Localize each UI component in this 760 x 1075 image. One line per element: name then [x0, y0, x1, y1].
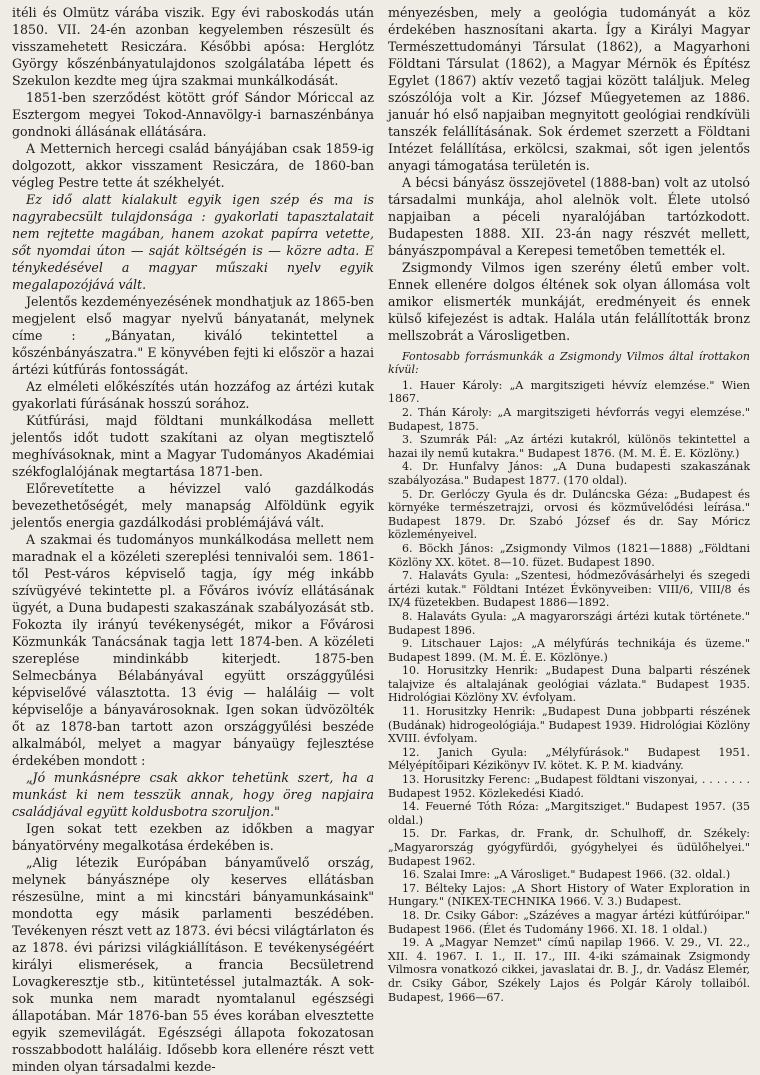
reference-item: 10. Horusitzky Henrik: „Budapest Duna balparti részének talajvize és altalajának geológiai vázlata." Budapest 1935. Hidrológiai Közlöny XV. évfolyam. [388, 664, 750, 705]
paragraph: A Metternich hercegi család bányájában csak 1859-ig dolgozott, akkor visszament Resiczára, de 1860-ban végleg Pestre tette át székhelyét. [12, 141, 374, 190]
paragraph: Jelentős kezdeményezésének mondhatjuk az 1865-ben megjelent első magyar nyelvű bányatanát, melynek címe : „Bányatan, kiváló tekintettel a kőszénbányászatra." E könyvében fejti ki először a hazai ártézi kútfúrás fontosságát. [12, 294, 374, 377]
reference-item: 11. Horusitzky Henrik: „Budapest Duna jobbparti részének (Budának) hidrogeológiája." Budapest 1939. Hidrológiai Közlöny XVIII. évfolyam. [388, 705, 750, 746]
references-list [388, 379, 750, 1004]
paragraph: Az elméleti előkészítés után hozzáfog az ártézi kutak gyakorlati fúrásának hosszú sorához. [12, 379, 374, 411]
references-title: Fontosabb forrásmunkák a Zsigmondy Vilmos által írottakon kívül: [388, 350, 750, 377]
left-column [12, 4, 374, 1074]
paragraph: A bécsi bányász összejövetel (1888-ban) volt az utolsó társadalmi munkája, ahol alelnök volt. Élete utolsó napjaiban a péceli nyaralójában tartózkodott. Budapesten 1888. XII. 23-án nagy részvét mellett, bányászpompával a Kerepesi temetőben temették el. [388, 175, 750, 258]
reference-item: 12. Janich Gyula: „Mélyfúrások." Budapest 1951. Mélyépítőipari Kézikönyv IV. kötet. K. P. M. kiadvány. [388, 745, 750, 773]
right-column [388, 4, 750, 1045]
reference-item: 19. A „Magyar Nemzet" című napilap 1966. V. 29., VI. 22., XII. 4. 1967. I. 1., II. 17., III. 4-iki számainak Zsigmondy Vilmosra vonatkozó cikkei, javaslatai dr. B. J., dr. Vadász Elemér, dr. Csiky Gábor, Székely Lajos és Polgár Károly tollaiból. Budapest, 1966—67. [388, 936, 750, 1004]
quotation: „Jó munkásnépre csak akkor tehetünk szert, ha a munkást ki nem tesszük annak, hogy öreg napjaira családjával együtt koldusbotra szoruljon." [12, 770, 374, 819]
reference-item: 6. Böckh János: „Zsigmondy Vilmos (1821—1888) „Földtani Közlöny XX. kötet. 8—10. füzet. Budapest 1890. [388, 541, 750, 569]
reference-item: 5. Dr. Gerlóczy Gyula és dr. Duláncska Géza: „Budapest és környéke természetrajzi, orvosi és közművelődési leírása." Budapest 1879. Dr. Szabó József és dr. Say Móricz közleményeivel. [388, 487, 750, 542]
paragraph: itéli és Olmütz várába viszik. Egy évi raboskodás után 1850. VII. 24-én azonban kegyelemben részesült és visszamehetett Resiczára. Későbbi apósa: Herglótz György kőszénbányatulajdonos szolgálatába lépett és Szekulon kezdte meg újra szakmai munkálkodását. [12, 5, 374, 88]
reference-item: 14. Feuerné Tóth Róza: „Margitsziget." Budapest 1957. (35 oldal.) [388, 800, 750, 827]
reference-item: 8. Halaváts Gyula: „A magyarországi ártézi kutak története." Budapest 1896. [388, 609, 750, 637]
paragraph: Előrevetítette a hévizzel való gazdálkodás bevezethetőségét, mely manapság Alföldünk egyik jelentős energia gazdálkodási problémájává vált. [12, 481, 374, 530]
paragraph: Zsigmondy Vilmos igen szerény életű ember volt. Ennek ellenére dolgos éltének sok olyan állomása volt amikor elismerték munkáját, eredményeit és ennek külső kifejezést is adtak. Halála után felállították bronz mellszobrát a Városligetben. [388, 260, 750, 343]
reference-item: 16. Szalai Imre: „A Városliget." Budapest 1966. (32. oldal.) [402, 868, 731, 882]
reference-item: 15. Dr. Farkas, dr. Frank, dr. Schulhoff, dr. Székely: „Magyarország gyógyfürdői, gyógyhelyei és üdülőhelyei." Budapest 1962. [388, 827, 750, 868]
paragraph: „Alig létezik Európában bányaművelő ország, melynek bányásznépe oly keserves ellátásban részesülne, mint a mi kincstári bányamunkásaink" mondotta egy másik parlamenti beszédében. Tevékenyen részt vett az 1873. évi bécsi világtárlaton és az 1878. évi párizsi világkiállításon. E tevékenységéért királyi elismerések, a francia Becsületrend Lovagkeresztje stb., kitüntetéssel jutalmazták. A sok-sok munka nem maradt nyomtalanul egészségi állapotában. Már 1876-ban 55 éves korában elvesztette egyik szemevilágát. Egészségi állapota fokozatosan rosszabbodott haláláig. Idősebb kora ellenére részt vett minden olyan társadalmi kezde- [12, 855, 374, 1074]
paragraph: Igen sokat tett ezekben az időkben a magyar bányatörvény megalkotása érdekében is. [12, 821, 374, 853]
reference-item: 13. Horusitzky Ferenc: „Budapest földtani viszonyai, . . . . . . . Budapest 1952. Közlekedési Kiadó. [388, 773, 750, 800]
paragraph: 1851-ben szerződést kötött gróf Sándor Móriccal az Esztergom megyei Tokod-Annavölgy-i barnaszénbánya gondnoki állásának ellátására. [12, 90, 374, 139]
paragraph: Kútfúrási, majd földtani munkálkodása mellett jelentős időt tudott szakítani az olyan megtisztelő meghívásoknak, mint a Magyar Tudományos Akadémiai székfoglalójának megtartása 1871-ben. [12, 413, 374, 479]
reference-item: 1. Hauer Károly: „A margitszigeti hévvíz elemzése." Wien 1867. [388, 378, 750, 406]
paragraph: A szakmai és tudományos munkálkodása mellett nem maradnak el a közéleti szereplési tennivalói sem. 1861-től Pest-város képviselő tagja, így még inkább szívügyévé tekintette pl. a Főváros ivóvíz ellátásának ügyét, a Duna budapesti szakaszának szabályozását stb. Fokozta ily irányú tevékenységét, mikor a Fővárosi Közmunkák Tanácsának tagja lett 1874-ben. A közéleti szereplése mindinkább kiterjedt. 1875-ben Selmecbánya Bélabányával együtt országgyűlési képviselővé választotta. 13 évig — haláláig — volt képviselője a bányavárosoknak. Igen sokan üdvözölték őt az 1878-ban tartott azon országgyűlési beszéde alkalmából, melyet a magyar bányaügy fejlesztése érdekében mondott : [12, 532, 374, 768]
reference-item: 3. Szumrák Pál: „Az ártézi kutakról, különös tekintettel a hazai ily nemű kutakra." Budapest 1876. (M. M. É. E. Közlöny.) [388, 433, 750, 460]
reference-item: 17. Bélteky Lajos: „A Short History of Water Exploration in Hungary." (NIKEX-TECHNIKA 1966. V. 3.) Budapest. [388, 881, 750, 909]
paragraph-italic: Ez idő alatt kialakult egyik igen szép és ma is nagyrabecsült tulajdonsága : gyakorlati tapasztalatait nem rejtette magában, hanem azokat papírra vetette, sőt nyomdai úton — saját költségén is — közre adta. E ténykedésével a magyar műszaki nyelv egyik megalapozójává vált. [12, 192, 374, 292]
paragraph: ményezésben, mely a geológia tudományát a köz érdekében hasznosítani akarta. Így a Királyi Magyar Természettudományi Társulat (1862), a Magyarhoni Földtani Társulat (1862), a Magyar Mérnök és Építész Egylet (1867) aktív vezető tagjai között találjuk. Meleg szószólója volt a Kir. József Műegyetemen az 1886. január hó első napjaiban megnyitott geológiai rendkívüli tanszék felállításának. Sok érdemet szerzett a Földtani Intézet felállítása, erkölcsi, szakmai, sőt igen jelentős anyagi támogatása területén is. [388, 5, 750, 173]
reference-item: 4. Dr. Hunfalvy János: „A Duna budapesti szakaszának szabályozása." Budapest 1877. (170 oldal). [388, 460, 750, 487]
reference-item: 9. Litschauer Lajos: „A mélyfúrás technikája és üzeme." Budapest 1899. (M. M. É. E. Közlönye.) [388, 637, 750, 664]
reference-item: 2. Thán Károly: „A margitszigeti hévforrás vegyi elemzése." Budapest, 1875. [388, 406, 750, 433]
reference-item: 7. Halaváts Gyula: „Szentesi, hódmezővásárhelyi és szegedi ártézi kutak." Földtani Intézet Évkönyveiben: VIII/6, VIII/8 és IX/4 füzetekben. Budapest 1886—1892. [388, 569, 750, 610]
reference-item: 18. Dr. Csiky Gábor: „Százéves a magyar ártézi kútfúróipar." Budapest 1966. (Élet és Tudomány 1966. XI. 18. 1 oldal.) [388, 908, 750, 936]
